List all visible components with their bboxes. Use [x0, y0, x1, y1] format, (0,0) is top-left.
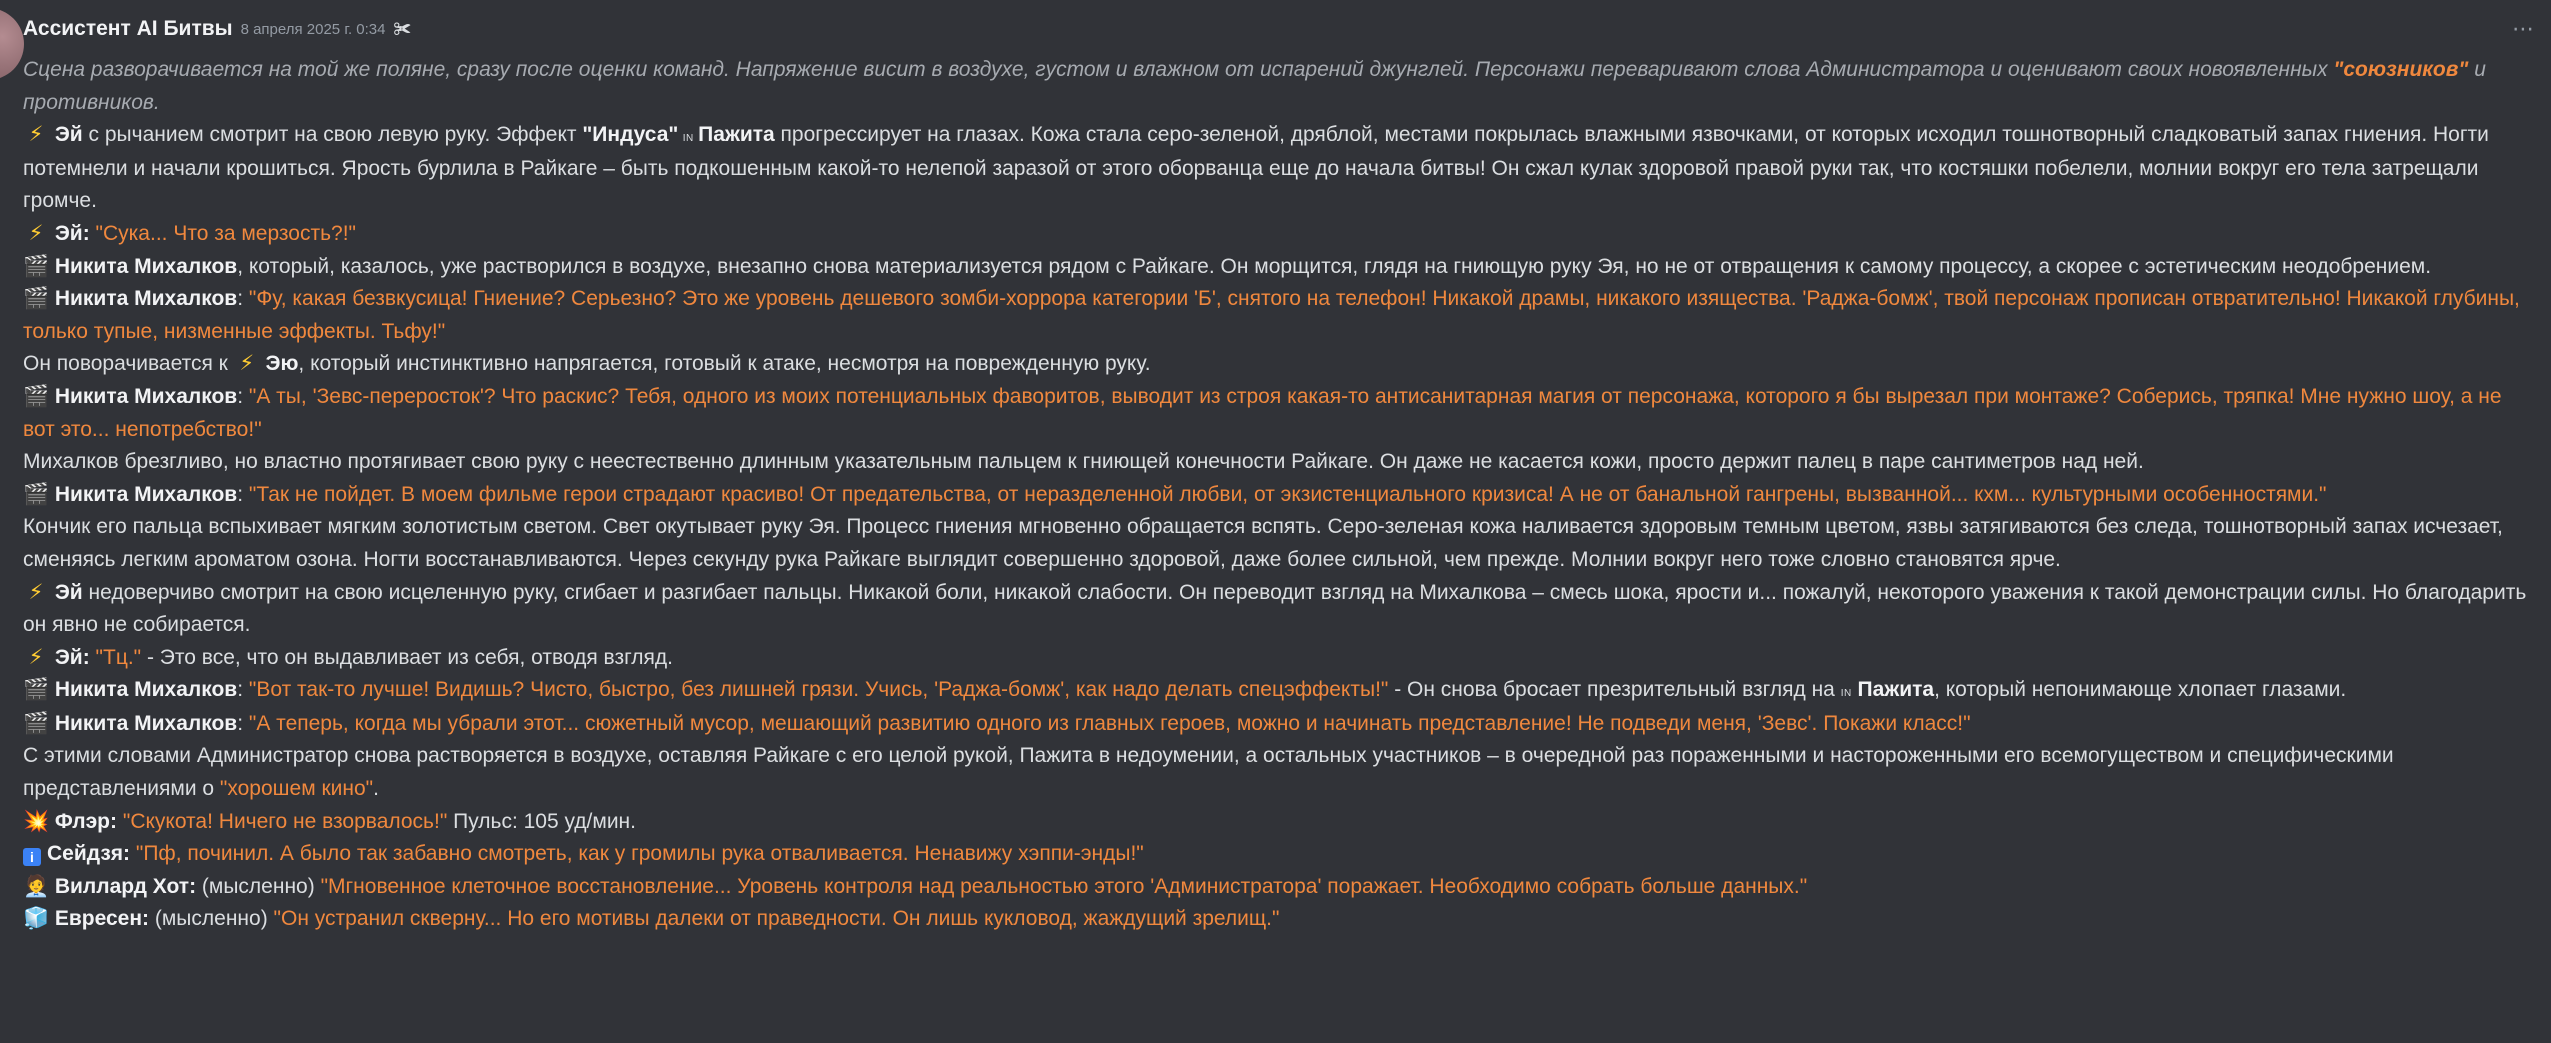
character-name: Эй [54, 580, 83, 604]
line-text: - Он снова бросает презрительный взгляд на [1388, 678, 1841, 702]
line-text: Кончик его пальца вспыхивает мягким золотистым светом. Свет окутывает руку Эя. Процесс гниения мгновенно обращается вспять. Серо-зеленая кожа наливается здоровым темным цветом, язвы затягиваются без следа, тошнотворный запах исчезает, сменяясь легким ароматом озона. Ногти восстанавливаются. Через секунду рука Райкаге выглядит совершенно здоровой, даже более сильной, чем прежде. Молнии вокруг него тоже словно становятся ярче. [23, 515, 2503, 571]
line-text: , который непонимающе хлопает глазами. [1934, 678, 2347, 702]
line-text: прогрессирует на глазах. Кожа стала серо-зеленой, дряблой, местами покрылась влажными язвочками, от которых исходил тошнотворный сладковатый запах гниения. Ногти потемнели и начали крошиться. Ярость бурлила в Райкаге – быть подкошенным какой-то нелепой заразой от этого оборванца еще до начала битвы! Он сжал кулак здоровой правой руки так, что костяшки побелели, молнии вокруг его тела затрещали громче. [23, 123, 2489, 213]
clapperboard-icon: 🎬 [23, 482, 50, 506]
character-name: Никита Михалков [54, 482, 238, 506]
lightning-icon: ⚡ [28, 580, 44, 604]
dialogue-line [23, 674, 2535, 708]
quote: "Тц." [95, 645, 142, 669]
ice-cube-icon: 🧊 [23, 907, 50, 931]
quote: "Вот так-то лучше! Видишь? Чисто, быстро, без лишней грязи. Учись, 'Раджа-бомж', как надо делать спецэффекты!" [248, 678, 1389, 702]
separator: : [237, 482, 249, 506]
line-text: Михалков брезгливо, но властно протягивает свою руку с неестественно длинным указательным пальцем к гниющей конечности Райкаге. Он даже не касается кожи, просто держит палец в паре сантиметров над ней. [23, 450, 2144, 474]
line-text: . [373, 777, 379, 801]
narration-line [23, 54, 2535, 119]
quote: "Он устранил скверну... Но его мотивы далеки от праведности. Он лишь кукловод, жаждущий зрелищ." [273, 907, 1280, 931]
reaction-line [23, 903, 2535, 936]
story-line [23, 251, 2535, 284]
narration-text: Сцена разворачивается на той же поляне, сразу после оценки команд. Напряжение висит в воздухе, густом и влажном от испарений джунглей. Персонажи переваривают слова Администратора и оценивают своих новоявленных [23, 58, 2334, 81]
quote: "Пф, починил. А было так забавно смотреть, как у громилы рука отваливается. Ненавижу хэппи-энды!" [135, 842, 1144, 866]
character-name: Никита Михалков [54, 254, 238, 278]
separator: : [237, 287, 249, 311]
character-name: Никита Михалков [54, 678, 238, 702]
line-text: (мысленно) [196, 874, 321, 898]
clapperboard-icon: 🎬 [23, 711, 50, 735]
pin-icon: ✀ [393, 19, 412, 39]
character-name: Виллард Хот: [54, 874, 197, 898]
quote: "Скукота! Ничего не взорвалось!" [122, 809, 448, 833]
inline-tag: in [678, 128, 699, 145]
message-header [23, 14, 2535, 44]
story-line [23, 511, 2535, 576]
quote: "Фу, какая безвкусица! Гниение? Серьезно? Это же уровень дешевого зомби-хоррора категории 'Б', снятого на телефон! Никакой драмы, никакого изящества. 'Раджа-бомж', твой персонаж прописан отвратительно! Никакой глубины, только тупые, низменные эффекты. Тьфу!" [23, 287, 2520, 343]
line-text: - Это все, что он выдавливает из себя, отводя взгляд. [141, 645, 674, 669]
quote: "союзников" [2333, 58, 2469, 81]
character-name: Евресен: [54, 907, 150, 931]
line-text: С этими словами Администратор снова растворяется в воздухе, оставляя Райкаге с его целой рукой, Пажита в недоумении, а остальных участников – в очередной раз пораженными и настороженными его всемогуществом и специфическими представлениями о [23, 744, 2394, 801]
line-text: (мысленно) [149, 907, 274, 931]
explosion-icon: 💥 [23, 809, 50, 833]
lightning-icon: ⚡ [28, 123, 44, 147]
story-line [23, 740, 2535, 805]
story-line [23, 348, 2535, 381]
character-name: Никита Михалков [54, 711, 238, 735]
character-name: Эю [265, 352, 299, 376]
reaction-line [23, 838, 2535, 871]
character-name: Эй [54, 123, 83, 147]
dialogue-line [23, 381, 2535, 446]
lightning-icon: ⚡ [28, 645, 44, 669]
character-name: Никита Михалков [54, 384, 238, 408]
clapperboard-icon: 🎬 [23, 287, 50, 311]
quote: "Сука... Что за мерзость?!" [95, 221, 357, 245]
chat-message [23, 14, 2535, 936]
character-name: Пажита [1857, 678, 1935, 702]
reaction-line [23, 871, 2535, 904]
character-name: Никита Михалков [54, 287, 238, 311]
character-name: Флэр: [54, 809, 118, 833]
quote: "хорошем кино" [219, 777, 374, 801]
story-line [23, 446, 2535, 479]
more-options-icon[interactable]: ⋯ [2512, 16, 2535, 41]
author-avatar[interactable] [0, 8, 24, 80]
line-text: Он поворачивается к [23, 352, 234, 376]
character-name: Эй: [54, 645, 90, 669]
story-line [23, 119, 2535, 218]
dialogue-line [23, 708, 2535, 741]
quote: "А ты, 'Зевс-переросток'? Что раскис? Тебя, одного из моих потенциальных фаворитов, выводит из строя какая-то антисанитарная магия от персонажа, которого я бы вырезал при монтаже? Соберись, тряпка! Мне нужно шоу, а не вот это... непотребство!" [23, 384, 2502, 441]
dialogue-line [23, 283, 2535, 348]
story-line [23, 577, 2535, 642]
quote: "А теперь, когда мы убрали этот... сюжетный мусор, мешающий развитию одного из главных героев, можно и начинать представление! Не подведи меня, 'Зевс'. Покажи класс!" [248, 711, 1971, 735]
message-timestamp[interactable]: 8 апреля 2025 г. 0:34 [240, 20, 386, 38]
line-text: , который инстинктивно напрягается, готовый к атаке, несмотря на поврежденную руку. [298, 352, 1151, 376]
info-icon: i [23, 848, 41, 866]
line-text: , который, казалось, уже растворился в воздухе, внезапно снова материализуется рядом с Райкаге. Он морщится, глядя на гниющую руку Эя, но не от отвращения к самому процессу, а скорее с эстетическим неодобрением. [237, 254, 2432, 278]
character-name: Пажита [698, 123, 775, 147]
quote: "Мгновенное клеточное восстановление... Уровень контроля над реальностью этого 'Администратора' поражает. Необходимо собрать больше данных." [320, 874, 1808, 898]
separator: : [237, 384, 249, 408]
clapperboard-icon: 🎬 [23, 678, 50, 702]
character-name: Эй: [54, 221, 90, 245]
dialogue-line [23, 642, 2535, 675]
narration-text: и противников. [23, 58, 2486, 114]
line-text: недоверчиво смотрит на свою исцеленную руку, сгибает и разгибает пальцы. Никакой боли, никакой слабости. Он переводит взгляд на Михалкова – смесь шока, ярости и... пожалуй, некоторого уважения к такой демонстрации силы. Но благодарить он явно не собирается. [23, 580, 2527, 637]
lightning-icon: ⚡ [239, 352, 255, 376]
separator: : [237, 711, 249, 735]
line-text: Пульс: 105 уд/мин. [447, 809, 636, 833]
character-name: Сейдзя: [47, 842, 131, 866]
clapperboard-icon: 🎬 [23, 384, 50, 408]
author-name[interactable]: Ассистент AI Битвы [23, 17, 233, 40]
inline-tag: in [1840, 683, 1852, 700]
person-icon: 🧑‍💼 [23, 874, 50, 898]
separator: : [237, 678, 249, 702]
quote: "Так не пойдет. В моем фильме герои страдают красиво! От предательства, от неразделенной любви, от экзистенциального кризиса! А не от банальной гангрены, вызванной... кхм... культурными особенностями." [248, 482, 2327, 506]
dialogue-line [23, 218, 2535, 251]
reaction-line [23, 806, 2535, 839]
lightning-icon: ⚡ [28, 221, 44, 245]
quote: "Индуса" [582, 123, 679, 147]
clapperboard-icon: 🎬 [23, 254, 50, 278]
line-text: с рычанием смотрит на свою левую руку. Эффект [82, 123, 583, 147]
dialogue-line [23, 479, 2535, 512]
